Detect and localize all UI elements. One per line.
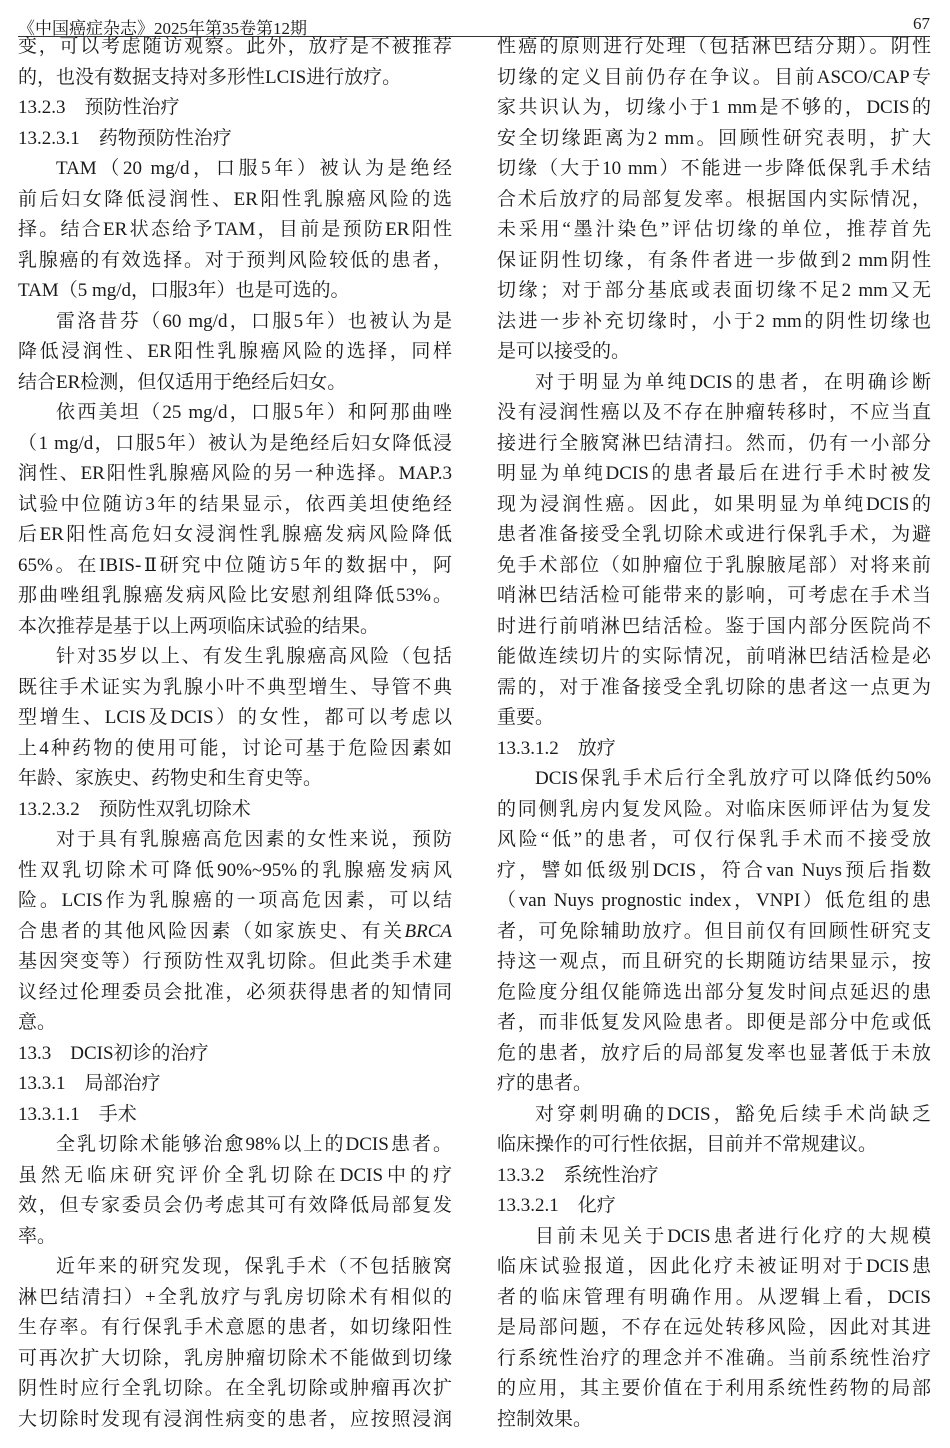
section-heading <box>18 1039 452 1070</box>
line-text: 择。结合ER状态给予TAM，目前是预防ER阳性 <box>18 219 452 240</box>
line-text: 合患者的其他风险因素（如家族史、有关 <box>18 920 405 942</box>
text-line <box>18 1222 452 1253</box>
text-line <box>497 490 931 521</box>
line-text: 13.3.1.2 放疗 <box>497 737 616 759</box>
text-line <box>497 673 931 704</box>
text-line <box>497 1069 931 1100</box>
line-text: 依西美坦（25 mg/d，口服5年）和阿那曲唑 <box>56 402 452 423</box>
text-line <box>497 703 931 734</box>
line-text: 是局部问题，不存在远处转移风险，因此对其进 <box>497 1317 931 1338</box>
line-text: 大切除时发现有浸润性病变的患者，应按照浸润 <box>18 1408 452 1430</box>
line-text: 效，但专家委员会仍考虑其可有效降低局部复发 <box>18 1195 452 1216</box>
text-line <box>18 1313 452 1344</box>
text-line <box>497 368 931 399</box>
text-line <box>497 32 931 63</box>
text-line <box>18 825 452 856</box>
line-text: 结合ER检测，但仅适用于绝经后妇女。 <box>18 371 347 393</box>
text-line <box>18 185 452 216</box>
text-line <box>497 1039 931 1070</box>
line-text: TAM（20 mg/d，口服5年）被认为是绝经 <box>56 158 452 179</box>
line-text: 针对35岁以上、有发生乳腺癌高风险（包括 <box>56 646 452 667</box>
line-text: 临床试验报道，因此化疗未被证明对于DCIS患 <box>497 1256 931 1277</box>
text-line <box>497 1344 931 1375</box>
text-line <box>18 703 452 734</box>
line-text: 13.3.2.1 化疗 <box>497 1195 616 1216</box>
line-text: 淋巴结清扫）+全乳放疗与乳房切除术有相似的 <box>18 1286 452 1308</box>
text-line <box>18 398 452 429</box>
line-text: 13.2.3.2 预防性双乳切除术 <box>18 798 251 820</box>
line-text: 免手术部位（如肿瘤位于乳腺腋尾部）对将来前 <box>497 554 931 576</box>
text-line <box>497 124 931 155</box>
text-line <box>18 520 452 551</box>
line-text: 能做连续切片的实际情况，前哨淋巴结活检是必 <box>497 646 931 667</box>
left-column <box>18 32 452 1435</box>
text-line <box>18 1344 452 1375</box>
section-heading <box>18 1069 452 1100</box>
line-text: 法进一步补充切缘时，小于2 mm的阴性切缘也 <box>497 310 931 332</box>
text-line <box>497 581 931 612</box>
section-heading <box>18 795 452 826</box>
text-line <box>18 490 452 521</box>
text-line <box>18 63 452 94</box>
line-text: 对穿刺明确的DCIS，豁免后续手术尚缺乏 <box>535 1103 931 1125</box>
line-text: 意。 <box>18 1012 57 1033</box>
line-text: 乳腺癌的有效选择。对于预判风险较低的患者， <box>18 249 452 271</box>
text-line <box>497 886 931 917</box>
text-line <box>497 246 931 277</box>
line-text: DCIS保乳手术后行全乳放疗可以降低约50% <box>535 768 931 789</box>
line-text: 时进行前哨淋巴结活检。鉴于国内部分医院尚不 <box>497 615 931 637</box>
line-text: 切缘；对于部分基底或表面切缘不足2 mm又无 <box>497 280 931 301</box>
text-line <box>18 1191 452 1222</box>
line-text: 未采用“墨汁染色”评估切缘的单位，推荐首先 <box>497 219 931 240</box>
text-line <box>497 154 931 185</box>
line-text: 虽然无临床研究评价全乳切除在DCIS中的疗 <box>18 1164 452 1186</box>
text-line <box>18 947 452 978</box>
text-line <box>18 1161 452 1192</box>
text-line <box>18 459 452 490</box>
text-line <box>497 398 931 429</box>
line-text: 议经过伦理委员会批准，必须获得患者的知情同 <box>18 981 452 1003</box>
text-line <box>497 642 931 673</box>
text-line <box>18 1283 452 1314</box>
text-line <box>18 886 452 917</box>
text-line <box>18 429 452 460</box>
text-line <box>18 32 452 63</box>
text-line <box>497 1283 931 1314</box>
line-text: 现为浸润性癌。因此，如果明显为单纯DCIS的 <box>497 493 931 515</box>
line-text: 基因突变等）行预防性双乳切除。但此类手术建 <box>18 951 452 972</box>
text-line <box>497 856 931 887</box>
line-text: 控制效果。 <box>497 1408 593 1430</box>
text-line <box>18 1130 452 1161</box>
text-line <box>497 947 931 978</box>
line-text: 者，可免除辅助放疗。但目前仅有回顾性研究支 <box>497 920 931 942</box>
line-text: 可再次扩大切除，乳房肿瘤切除术不能做到切缘 <box>18 1347 452 1369</box>
line-text: 全乳切除术能够治愈98%以上的DCIS患者。 <box>56 1134 452 1155</box>
text-line <box>18 978 452 1009</box>
text-line <box>497 185 931 216</box>
line-text: 13.3 DCIS初诊的治疗 <box>18 1042 209 1064</box>
line-text: 前后妇女降低浸润性、ER阳性乳腺癌风险的选 <box>18 188 452 210</box>
line-text: 疗，譬如低级别DCIS，符合van Nuys预后指数 <box>497 859 931 881</box>
text-line <box>497 551 931 582</box>
section-heading <box>18 93 452 124</box>
line-text: 目前未见关于DCIS患者进行化疗的大规模 <box>535 1225 931 1247</box>
line-text: 对于明显为单纯DCIS的患者，在明确诊断 <box>535 371 931 393</box>
line-text: 疗的患者。 <box>497 1073 593 1094</box>
line-text: 13.3.1 局部治疗 <box>18 1073 161 1094</box>
text-line <box>497 612 931 643</box>
gene-name-italic: BRCA <box>404 920 452 942</box>
section-heading <box>497 1161 931 1192</box>
line-text: 年龄、家族史、药物史和生育史等。 <box>18 768 323 789</box>
text-line <box>497 1252 931 1283</box>
text-line <box>497 764 931 795</box>
text-line <box>497 215 931 246</box>
text-line <box>18 673 452 704</box>
text-line <box>18 856 452 887</box>
line-text: 雷洛昔芬（60 mg/d，口服5年）也被认为是 <box>56 310 452 332</box>
line-text: 本次推荐是基于以上两项临床试验的结果。 <box>18 615 380 637</box>
text-line <box>497 307 931 338</box>
line-text: 持这一观点，而且研究的长期随访结果显示，按 <box>497 951 931 972</box>
line-text: 上4种药物的使用可能，讨论可基于危险因素如 <box>18 737 452 759</box>
line-text: （van Nuys prognostic index，VNPI）低危组的患 <box>497 890 931 911</box>
section-heading <box>497 1191 931 1222</box>
text-line <box>497 520 931 551</box>
text-line <box>18 276 452 307</box>
line-text: 明显为单纯DCIS的患者最后在进行手术时被发 <box>497 463 931 484</box>
section-heading <box>18 124 452 155</box>
line-text: 阴性时应行全乳切除。在全乳切除或肿瘤再次扩 <box>18 1378 452 1399</box>
text-line <box>18 307 452 338</box>
line-text: 试验中位随访3年的结果显示，依西美坦使绝经 <box>18 493 452 515</box>
line-text: 者，而非低复发风险患者。即便是部分中危或低 <box>497 1012 931 1033</box>
line-text: 变，可以考虑随访观察。此外，放疗是不被推荐 <box>18 36 452 57</box>
line-text: 没有浸润性癌以及不存在肿瘤转移时，不应当直 <box>497 402 931 423</box>
line-text: 行系统性治疗的理念并不准确。当前系统性治疗 <box>497 1347 931 1369</box>
line-text: 对于具有乳腺癌高危因素的女性来说，预防 <box>56 829 452 850</box>
line-text: 13.2.3 预防性治疗 <box>18 97 180 118</box>
line-text: 那曲唑组乳腺癌发病风险比安慰剂组降低53%。 <box>18 585 452 606</box>
line-text: 接进行全腋窝淋巴结清扫。然而，仍有一小部分 <box>497 432 931 454</box>
line-text: 润性、ER阳性乳腺癌风险的另一种选择。MAP.3 <box>18 463 452 484</box>
line-text: 切缘（大于10 mm）不能进一步降低保乳手术结 <box>497 158 931 179</box>
text-line <box>497 1008 931 1039</box>
line-text: 危的患者，放疗后的局部复发率也显著低于未放 <box>497 1042 931 1064</box>
section-heading <box>497 734 931 765</box>
text-line <box>18 734 452 765</box>
text-line <box>497 63 931 94</box>
line-text: 险。LCIS作为乳腺癌的一项高危因素，可以结 <box>18 890 452 911</box>
text-line <box>18 246 452 277</box>
text-line <box>497 1313 931 1344</box>
text-line <box>497 1130 931 1161</box>
line-text: 者的临床管理有明确作用。从逻辑上看，DCIS <box>497 1286 931 1308</box>
line-text: 患者准备接受全乳切除术或进行保乳手术，为避 <box>497 524 931 545</box>
text-line <box>497 1222 931 1253</box>
line-text: 13.3.2 系统性治疗 <box>497 1164 659 1186</box>
journal-title: 《中国癌症杂志》2025年第35卷第12期 <box>18 19 307 38</box>
line-text: 近年来的研究发现，保乳手术（不包括腋窝 <box>56 1256 452 1277</box>
text-line <box>497 1100 931 1131</box>
line-text: 的同侧乳房内复发风险。对临床医师评估为复发 <box>497 798 931 820</box>
line-text: （1 mg/d，口服5年）被认为是绝经后妇女降低浸 <box>18 432 452 454</box>
line-text: 切缘的定义目前仍存在争议。目前ASCO/CAP专 <box>497 66 931 88</box>
text-line <box>18 1374 452 1405</box>
line-text: TAM（5 mg/d，口服3年）也是可选的。 <box>18 280 350 301</box>
text-line <box>497 429 931 460</box>
text-line <box>497 1405 931 1436</box>
text-line <box>497 825 931 856</box>
text-line <box>18 917 452 948</box>
line-text: 降低浸润性、ER阳性乳腺癌风险的选择，同样 <box>18 341 452 362</box>
line-text: 临床操作的可行性依据，目前并不常规建议。 <box>497 1134 878 1155</box>
text-line <box>497 337 931 368</box>
line-text: 家共识认为，切缘小于1 mm是不够的，DCIS的 <box>497 97 931 118</box>
text-line <box>497 917 931 948</box>
line-text: 合术后放疗的局部复发率。根据国内实际情况， <box>497 188 931 210</box>
line-text: 安全切缘距离为2 mm。回顾性研究表明，扩大 <box>497 127 931 149</box>
line-text: 13.3.1.1 手术 <box>18 1103 137 1125</box>
line-text: 生存率。有行保乳手术意愿的患者，如切缘阳性 <box>18 1317 452 1338</box>
text-line <box>497 93 931 124</box>
page-number: 67 <box>913 14 930 33</box>
line-text: 需的，对于准备接受全乳切除的患者这一点更为 <box>497 676 931 698</box>
line-text: 既往手术证实为乳腺小叶不典型增生、导管不典 <box>18 676 452 698</box>
text-line <box>18 642 452 673</box>
text-line <box>18 551 452 582</box>
text-line <box>497 459 931 490</box>
text-line <box>18 154 452 185</box>
line-text: 性癌的原则进行处理（包括淋巴结分期）。阴性 <box>497 36 931 57</box>
text-line <box>18 1008 452 1039</box>
text-line <box>497 1374 931 1405</box>
text-line <box>18 612 452 643</box>
text-line <box>497 276 931 307</box>
line-text: 保证阴性切缘，有条件者进一步做到2 mm阴性 <box>497 249 931 271</box>
line-text: 性双乳切除术可降低90%~95%的乳腺癌发病风 <box>18 859 452 881</box>
line-text: 型增生、LCIS及DCIS）的女性，都可以考虑以 <box>18 707 452 728</box>
line-text: 哨淋巴结活检可能带来的影响，可考虑在手术当 <box>497 585 931 606</box>
line-text: 率。 <box>18 1225 57 1247</box>
line-text: 13.2.3.1 药物预防性治疗 <box>18 127 232 149</box>
line-text: 后ER阳性高危妇女浸润性乳腺癌发病风险降低 <box>18 524 452 545</box>
line-text: 危险度分组仅能筛选出部分复发时间点延迟的患 <box>497 981 931 1003</box>
section-heading <box>18 1100 452 1131</box>
text-line <box>18 368 452 399</box>
line-text: 是可以接受的。 <box>497 341 631 362</box>
line-text: 的，也没有数据支持对多形性LCIS进行放疗。 <box>18 66 402 88</box>
text-line <box>18 581 452 612</box>
text-line <box>497 978 931 1009</box>
text-line <box>497 795 931 826</box>
right-column <box>497 32 931 1435</box>
line-text: 65%。在IBIS-Ⅱ研究中位随访5年的数据中，阿 <box>18 554 452 576</box>
text-line <box>18 1405 452 1436</box>
line-text: 风险“低”的患者，可仅行保乳手术而不接受放 <box>497 829 931 850</box>
text-line <box>18 1252 452 1283</box>
text-line <box>18 215 452 246</box>
line-text: 的应用，其主要价值在于利用系统性药物的局部 <box>497 1378 931 1399</box>
text-line <box>18 337 452 368</box>
line-text: 重要。 <box>497 707 555 728</box>
text-line <box>18 764 452 795</box>
